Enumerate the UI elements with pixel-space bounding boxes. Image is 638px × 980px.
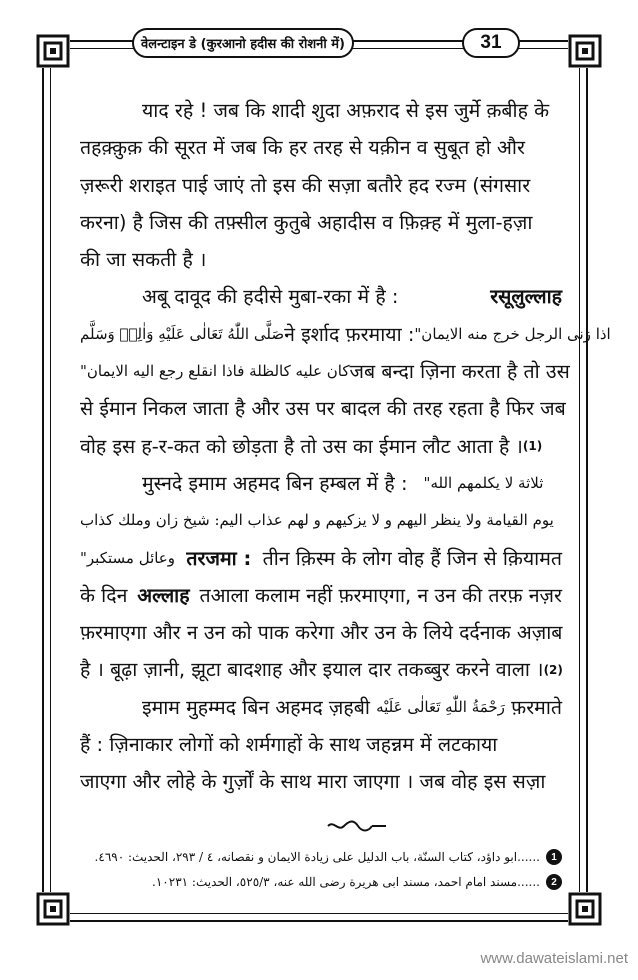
footnote [80,871,562,893]
arabic-line: يوم القيامة ولا ينظر اليهم و لا يزكيهم و لهم عذاب اليم: شيخ زان وملك كذاب [80,511,554,530]
arabic-salutation: صَلَّى اللّٰهُ تَعَالٰى عَلَيْهِ وَاٰلِهٖ وَسَلَّم [80,324,285,343]
footnote-text: ......ابو داؤد، كتاب السنّة، باب الدليل على زيادة الايمان و نقصانه، ٤ / ٢٩٣، الحديث: ٤٦٩٠. [94,850,540,864]
text-segment: तीन क़िस्म के लोग वोह हैं जिन से क़ियामत [262,546,562,570]
text-line [80,540,562,577]
book-title-header: वेलन्टाइन डे (कुरआनो हदीस की रोशनी में) [132,28,354,58]
text-line: हैं : ज़िनाकार लोगों को शर्मगाहों के साथ जहन्नम में लटकाया [80,733,498,757]
text-line: फ़रमाएगा और न उन को पाक करेगा और उन के लिये दर्दनाक अज़ाब [80,621,563,645]
corner-ornament-icon [36,892,70,926]
footnote-text: ......مسند امام احمد، مسند ابى هريرة رضى الله عنه، ٥٢٥/٣، الحديث: ١٠٢٣١. [152,875,540,889]
text-line: जाएगा और लोहे के गुर्ज़ों के साथ मारा जाएगा । जब वोह इस सज़ा [80,770,546,794]
text-line: वोह इस ह-र-कत को छोड़ता है तो उस का ईमान लौट आता है । (1) [80,428,562,465]
arabic-quote: "كان عليه كالظلة فاذا انقلع رجع اليه الايمان [80,362,350,381]
bold-text: अल्लाह [137,583,190,607]
footnote-number: 2 [546,874,562,890]
text-line: ज़रूरी शराइत पाई जाएं तो इस की सज़ा बतौरे हद रज्म (संगसार [80,173,531,197]
bold-text: रसूलुल्लाह [490,285,562,309]
website-url[interactable]: www.dawateislami.net [480,950,628,967]
corner-ornament-icon [568,34,602,68]
text-line: है । बूढ़ा ज़ानी, झूटा बादशाह और इयाल दार तकब्बुर करने वाला । (2) [80,651,562,688]
text-line: से ईमान निकल जाता है और उस पर बादल की तरह रहता है फिर जब [80,397,566,421]
corner-ornament-icon [568,892,602,926]
text-line: याद रहे ! जब कि शादी शुदा अफ़राद से इस जुर्मे क़बीह के [142,99,550,122]
footnote [80,846,562,868]
text-line [80,353,570,390]
arabic-quote: "اذا زنى الرجل خرج منه الايمان [414,324,611,343]
text-line [80,278,562,315]
text-segment: तआला कलाम नहीं फ़रमाएगा, न उन की तरफ़ नज़र [199,583,562,607]
text-segment: है । बूढ़ा ज़ानी, झूटा बादशाह और इयाल दार तकब्बुर करने वाला । [80,658,544,682]
divider-ornament-icon [326,818,388,832]
text-line: करना) है जिस की तफ़्सील कुतुबे अहादीस व फ़िक़्ह में मुला-हज़ा [80,210,533,234]
text-segment: फ़रमाते [511,695,562,719]
text-line [80,316,611,353]
text-line: की जा सकती है । [80,248,207,272]
text-segment: के दिन [80,583,128,607]
text-line [80,689,562,726]
arabic-quote: "وعائل مستكبر [80,548,176,567]
corner-ornament-icon [36,34,70,68]
text-line [80,465,562,502]
text-segment: मुस्नदे इमाम अहमद बिन हम्बल में है : [142,471,408,495]
page-body [80,92,611,801]
arabic-quote: "ثلاثة لا يكلمهم الله [423,473,544,492]
page-number: 31 [462,28,520,58]
translation-label: तरजमा : [186,546,252,570]
text-segment: इमाम मुहम्मद बिन अहमद ज़हबी [142,695,370,719]
arabic-salutation: رَحْمَةُ اللّٰهِ تَعَالٰى عَلَيْه [376,697,505,716]
footnote-number: 1 [546,849,562,865]
text-segment: जब बन्दा ज़िना करता है तो उस [349,360,570,384]
text-segment: ने इर्शाद फ़रमाया : [284,322,415,346]
text-line [80,577,562,614]
text-line: तहक़्क़ुक़ की सूरत में जब कि हर तरह से यक़ीन व सुबूत हो और [80,136,525,160]
text-segment: वोह इस ह-र-कत को छोड़ता है तो उस का ईमान लौट आता है । [80,434,523,458]
text-segment: अबू दावूद की हदीसे मुबा-रका में है : [142,285,399,309]
